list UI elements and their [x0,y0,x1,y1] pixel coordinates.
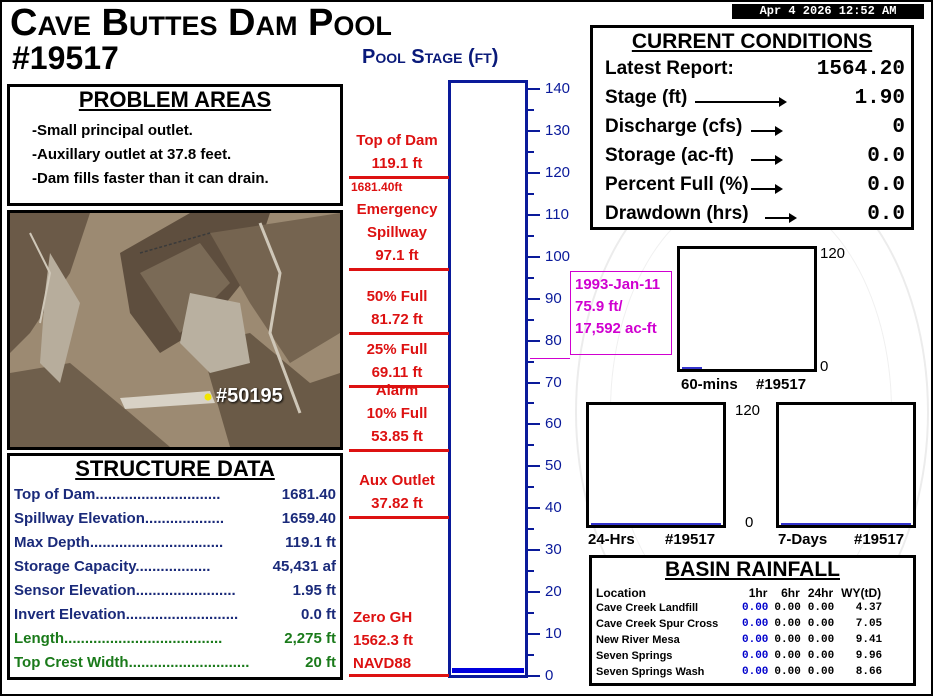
rainfall-value: 4.37 [855,602,883,614]
rain-chart-7day [776,402,916,528]
axis-tick-label: 130 [545,121,571,139]
arrow-right-icon [751,188,781,190]
rainfall-value: 0.00 [774,666,801,678]
structure-row [14,654,336,671]
axis-minor-tick [528,235,534,237]
structure-row-value: 0.0 ft [298,606,336,623]
rainfall-value: 9.41 [855,634,883,646]
structure-row-value: 1.95 ft [290,582,336,599]
axis-tick [528,172,540,174]
problem-item: -Small principal outlet. [32,122,193,139]
basin-rainfall-panel [589,555,916,686]
axis-minor-tick [528,361,534,363]
threshold-label: Emergency [356,200,438,218]
rain-chart-60min [677,246,817,372]
threshold-elevation-label: 1681.40ft [351,179,403,194]
axis-tick [528,340,540,342]
condition-value: 1.90 [854,87,905,110]
structure-row-value: 119.1 ft [282,534,336,551]
axis-tick [528,382,540,384]
threshold-label: 53.85 ft [371,428,423,446]
rainfall-value: 0.00 [774,602,801,614]
problem-areas-title: PROBLEM AREAS [78,87,272,112]
structure-row-label: Storage Capacity.................. [14,558,211,575]
axis-minor-tick [528,612,534,614]
arrow-right-icon [751,130,781,132]
structure-row-label: Max Depth................................ [14,534,224,551]
record-marker-line [530,358,570,359]
current-conditions-panel [590,25,914,230]
rainfall-value: 0.00 [807,618,835,630]
pool-stage-level-fill [452,668,524,673]
axis-tick-label: 110 [545,205,569,223]
rain-chart-60min-ymin: 0 [820,358,829,375]
structure-row-label: Top of Dam.............................. [14,486,221,503]
aerial-photo [7,210,343,450]
structure-data-title: STRUCTURE DATA [75,456,275,481]
problem-item: -Dam fills faster than it can drain. [32,170,269,187]
structure-row [14,558,336,575]
rain-chart-60min-series [682,367,702,369]
rainfall-row [596,664,885,680]
structure-row-value: 45,431 af [270,558,336,575]
rainfall-value: 0.00 [774,650,801,662]
rainfall-value: 0.00 [807,650,835,662]
axis-tick-label: 10 [545,625,562,643]
record-date: 1993-Jan-11 [575,276,661,293]
axis-tick [528,88,540,90]
axis-minor-tick [528,444,534,446]
axis-tick-label: 90 [545,289,562,307]
datetime-display: Apr 4 2026 12:52 AM [732,4,924,19]
record-stage-box [570,271,672,355]
structure-row-label: Length...................................... [14,630,223,647]
structure-row [14,534,336,551]
rainfall-location: Seven Springs Wash [596,666,705,678]
axis-tick [528,256,540,258]
pool-stage-tube [448,80,528,678]
axis-tick-label: 60 [545,415,562,433]
rain-chart-7day-series [781,523,911,525]
threshold-label: Aux Outlet [359,472,435,490]
rainfall-row [596,600,885,616]
axis-minor-tick [528,109,534,111]
threshold-label: 10% Full [366,405,428,423]
rainfall-value: 0.00 [742,618,769,630]
structure-row [14,582,336,599]
rainfall-location: New River Mesa [596,634,680,646]
axis-minor-tick [528,193,534,195]
rainfall-value: 0.00 [742,602,769,614]
rain-chart-24hr-label: 24-Hrs [588,531,635,548]
arrow-right-icon [765,217,795,219]
structure-row-value: 20 ft [302,654,336,671]
rain-chart-24hr-gauge: #19517 [665,531,716,548]
axis-tick [528,633,540,635]
rainfall-value: 0.00 [774,634,801,646]
threshold-label: 25% Full [366,341,428,359]
structure-row [14,486,336,503]
axis-tick-label: 0 [545,667,554,684]
axis-minor-tick [528,570,534,572]
condition-value: 0.0 [867,203,905,226]
condition-value: 0.0 [867,174,905,197]
rain-chart-60min-ymax: 120 [820,245,846,262]
condition-row [605,87,905,109]
structure-row [14,630,336,647]
rainfall-value: 7.05 [855,618,883,630]
threshold-label: Top of Dam [356,131,438,149]
page-title: Cave Buttes Dam Pool [10,2,392,44]
threshold-label: 97.1 ft [375,246,419,264]
rain-chart-24hr-series [591,523,721,525]
threshold-label: 69.11 ft [371,364,423,382]
structure-row-label: Spillway Elevation................... [14,510,225,527]
structure-row-value: 1659.40 [279,510,336,527]
rainfall-row [596,648,885,664]
pool-stage-title: Pool Stage (ft) [362,46,499,68]
threshold-label: 81.72 ft [371,311,423,329]
axis-tick-label: 30 [545,541,562,559]
threshold-line [349,674,449,677]
axis-tick-label: 120 [545,163,571,181]
axis-tick [528,130,540,132]
structure-row-value: 2,275 ft [281,630,336,647]
condition-label: Percent Full (%) [605,174,749,195]
threshold-label: 50% Full [366,288,428,306]
axis-tick-label: 140 [545,80,571,97]
rainfall-value: 9.96 [855,650,883,662]
rain-chart-60min-gauge: #19517 [756,376,807,393]
basin-rainfall-table [596,586,885,680]
col-24hr: 24hr [807,586,834,600]
threshold-label: Alarm [375,382,419,400]
rainfall-value: 0.00 [807,666,835,678]
structure-row [14,510,336,527]
axis-tick-label: 40 [545,499,562,517]
axis-tick [528,549,540,551]
axis-tick [528,465,540,467]
rain-chart-24hr [586,402,726,528]
axis-tick-label: 50 [545,457,562,475]
arrow-right-icon [695,101,785,103]
structure-data-panel [7,453,343,680]
rainfall-location: Seven Springs [596,650,673,662]
current-conditions-title: CURRENT CONDITIONS [631,30,873,53]
structure-row-value: 1681.40 [279,486,336,503]
condition-label: Discharge (cfs) [605,116,743,137]
threshold-line [349,176,449,179]
condition-label: Storage (ac-ft) [605,145,734,166]
condition-row [605,174,905,196]
rainfall-value: 8.66 [855,666,883,678]
threshold-line [349,332,449,335]
axis-tick [528,298,540,300]
col-location: Location [596,586,646,600]
axis-tick [528,423,540,425]
condition-value: 1564.20 [816,58,905,81]
col-6hr: 6hr [781,586,800,600]
photo-gauge-label: #50195 [216,385,283,407]
rain-chart-7day-gauge: #19517 [854,531,905,548]
rainfall-row [596,616,885,632]
threshold-label: 37.82 ft [371,495,423,513]
axis-tick-label: 80 [545,331,562,349]
threshold-label: 119.1 ft [371,154,423,172]
axis-tick [528,591,540,593]
condition-label: Stage (ft) [605,87,688,108]
threshold-label: Zero GH [353,609,413,626]
axis-minor-tick [528,486,534,488]
rainfall-value: 0.00 [774,618,801,630]
axis-tick-label: 20 [545,583,562,601]
axis-tick-label: 100 [545,247,571,265]
record-storage: 17,592 ac-ft [575,320,657,337]
axis-minor-tick [528,402,534,404]
col-1hr: 1hr [748,586,768,600]
rainfall-value: 0.00 [807,634,835,646]
condition-value: 0 [892,116,905,139]
problem-areas-panel [7,84,343,206]
threshold-label: 1562.3 ft [353,632,414,649]
structure-row-label: Invert Elevation........................... [14,606,239,623]
condition-value: 0.0 [867,145,905,168]
gauge-id-title: #19517 [12,40,119,76]
aerial-photo-image [10,213,340,447]
condition-row [605,116,905,138]
arrow-right-icon [751,159,781,161]
rainfall-value: 0.00 [742,650,769,662]
rainfall-value: 0.00 [807,602,835,614]
threshold-line [349,449,449,452]
record-stage: 75.9 ft/ [575,298,623,315]
axis-tick [528,507,540,509]
rainfall-location: Cave Creek Spur Cross [596,618,719,630]
rainfall-row [596,632,885,648]
axis-minor-tick [528,151,534,153]
condition-row [605,58,905,80]
basin-rainfall-title: BASIN RAINFALL [665,558,840,581]
condition-row [605,203,905,225]
condition-label: Drawdown (hrs) [605,203,749,224]
axis-tick [528,675,540,677]
rain-chart-24hr-ymax: 120 [735,402,761,419]
rainfall-location: Cave Creek Landfill [596,602,699,614]
axis-minor-tick [528,654,534,656]
threshold-label: Spillway [366,223,428,241]
threshold-label: NAVD88 [353,655,412,672]
rain-chart-7day-label: 7-Days [778,531,828,548]
structure-row-label: Sensor Elevation........................ [14,582,236,599]
axis-tick [528,214,540,216]
col-wy: WY(tD) [841,586,882,600]
threshold-line [349,268,449,271]
rainfall-value: 0.00 [742,634,769,646]
axis-minor-tick [528,277,534,279]
structure-row [14,606,336,623]
rainfall-value: 0.00 [742,666,769,678]
rain-chart-24hr-ymin: 0 [745,514,754,531]
axis-minor-tick [528,528,534,530]
axis-tick-label: 70 [545,373,562,391]
condition-label: Latest Report: [605,58,734,79]
axis-minor-tick [528,319,534,321]
problem-item: -Auxillary outlet at 37.8 feet. [32,146,232,163]
condition-row [605,145,905,167]
rain-chart-60min-label: 60-mins [681,376,738,393]
structure-row-label: Top Crest Width............................. [14,654,250,671]
threshold-line [349,516,449,519]
